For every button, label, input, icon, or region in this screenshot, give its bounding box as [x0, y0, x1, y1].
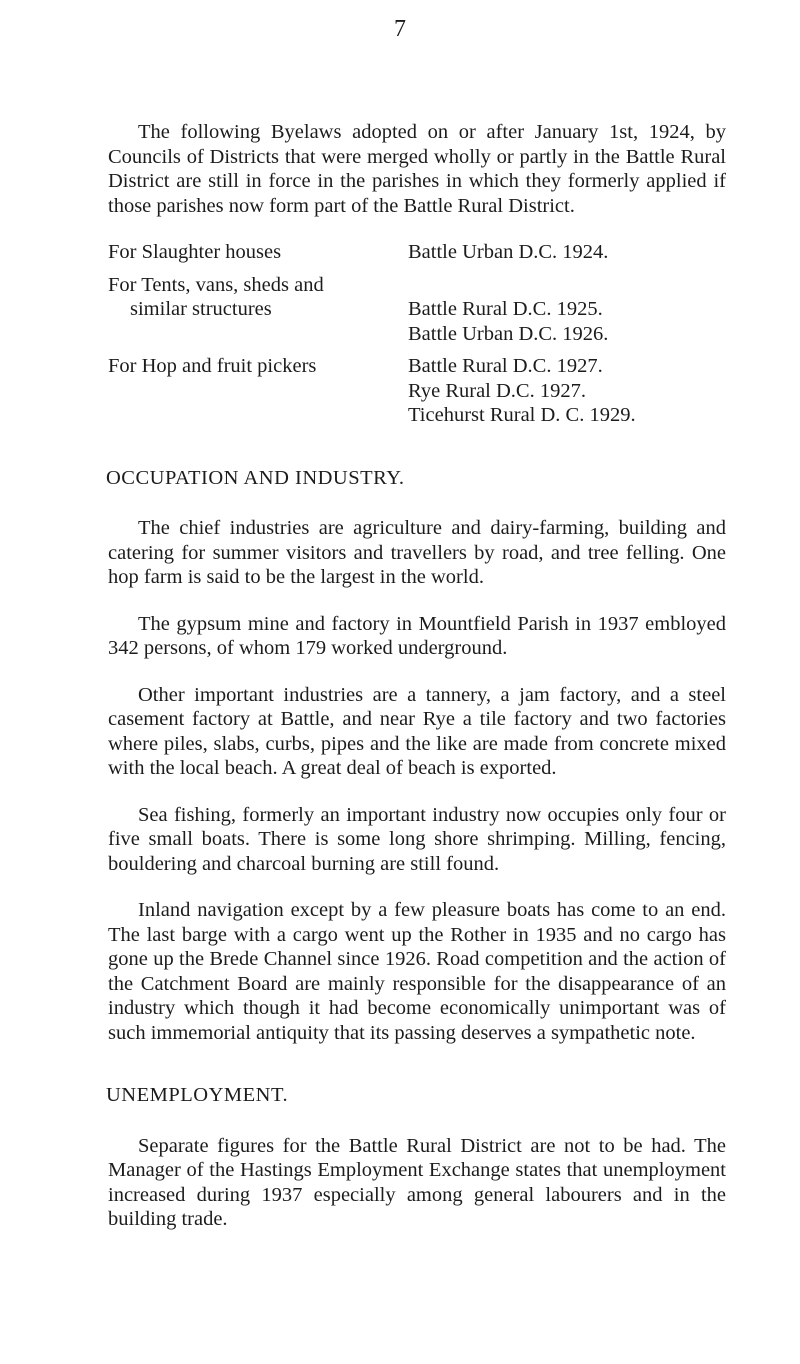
bylaw-reference: Battle Urban D.C. 1926.: [408, 322, 609, 345]
bylaw-subject-line: For Hop and fruit pickers: [108, 355, 317, 377]
bylaw-subject: [108, 354, 408, 428]
body-paragraph: Inland navigation except by a few pleasure boats has come to an end. The last barge with a cargo went up the Rother in 1935 and no cargo has gone up the Brede Channel since 1926. Road competition and the action of the Catchment Board are mainly responsible for the disappearance of an industry which though it had become economically unimportant was of such immemorial antiquity that its passing deserves a sympathetic note.: [108, 899, 726, 1044]
page-content: [108, 120, 726, 1232]
bylaw-entry: [108, 240, 748, 265]
bylaw-reference: Rye Rural D.C. 1927.: [408, 379, 586, 402]
bylaw-subject-line: For Tents, vans, sheds and: [108, 273, 324, 296]
page-number: 7: [394, 16, 406, 42]
bylaw-entry: [108, 354, 748, 428]
bylaw-references: [408, 354, 748, 428]
bylaw-reference: Ticehurst Rural D. C. 1929.: [408, 404, 636, 426]
bylaw-reference: Battle Rural D.C. 1927.: [408, 355, 603, 377]
section-heading-occupation: OCCUPATION AND INDUSTRY.: [106, 466, 405, 489]
bylaw-entry: [108, 273, 748, 347]
body-paragraph: Sea fishing, formerly an important industry now occupies only four or five small boats. There is some long shore shrimping. Milling, fencing, bouldering and charcoal burning are still found.: [108, 803, 726, 875]
bylaws-list: [108, 240, 748, 428]
bylaw-reference: Battle Rural D.C. 1925.: [408, 298, 603, 320]
intro-paragraph: The following Byelaws adopted on or after January 1st, 1924, by Councils of Districts that were merged wholly or partly in the Battle Rural District are still in force in the parishes in which they formerly applied if those parishes now form part of the Battle Rural District.: [108, 121, 726, 217]
bylaw-subject-line: similar structures: [130, 298, 272, 320]
body-paragraph: The gypsum mine and factory in Mountfield Parish in 1937 embloyed 342 persons, of whom 179 worked underground.: [108, 612, 726, 659]
section-heading-unemployment: UNEMPLOYMENT.: [106, 1084, 289, 1106]
bylaw-references: [408, 240, 748, 265]
bylaw-references: [408, 297, 748, 346]
bylaw-subject-line: For Slaughter houses: [108, 241, 282, 263]
bylaw-subject: [108, 240, 408, 265]
body-paragraph: Other important industries are a tannery, a jam factory, and a steel casement factory at Battle, and near Rye a tile factory and two factories where piles, slabs, curbs, pipes and the like are made from concrete mixed with the local beach. A great deal of beach is exported.: [108, 683, 726, 779]
bylaw-subject: [108, 297, 408, 346]
body-paragraph: The chief industries are agriculture and dairy-farming, building and catering for summer visitors and travellers by road, and tree felling. One hop farm is said to be the largest in the world.: [108, 517, 726, 588]
bylaw-reference: Battle Urban D.C. 1924.: [408, 241, 609, 263]
body-paragraph: Separate figures for the Battle Rural District are not to be had. The Manager of the Hastings Employment Exchange states that unemployment increased during 1937 especially among general labourers and in the building trade.: [108, 1134, 726, 1230]
